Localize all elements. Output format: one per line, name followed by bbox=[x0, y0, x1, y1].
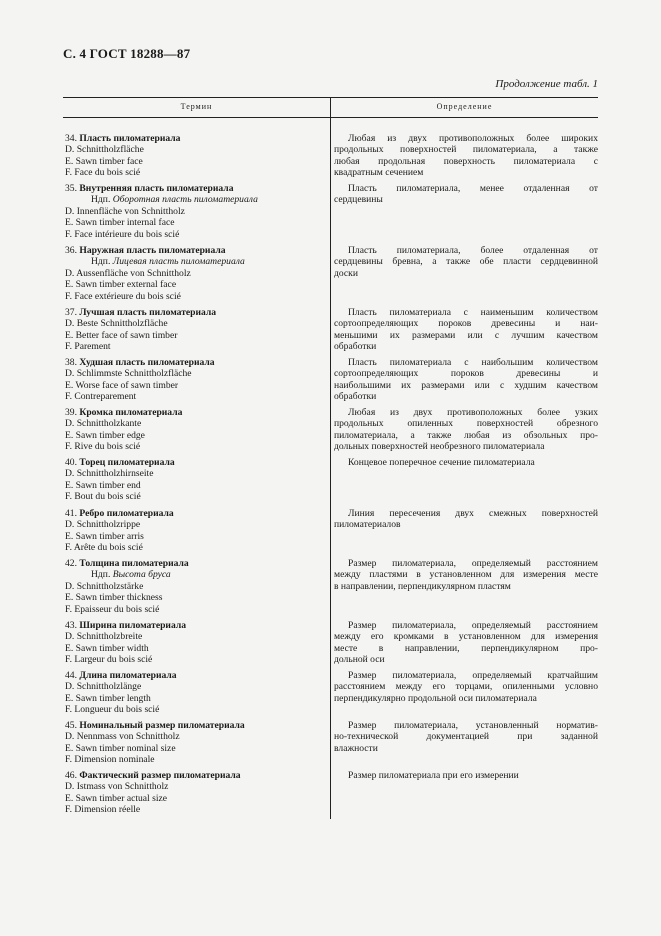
term-translation: E. Worse face of sawn timber bbox=[65, 379, 179, 391]
term-translation: F. Largeur du bois scié bbox=[65, 654, 153, 666]
term-translation: D. Schnittholzkante bbox=[65, 418, 142, 430]
term-name: Внутренняя пласть пиломатериала bbox=[79, 183, 234, 194]
term-translation: D. Schnittholzrippe bbox=[65, 519, 141, 531]
term-translation: E. Sawn timber end bbox=[65, 479, 141, 491]
term-translation: D. Beste Schnittholzfläche bbox=[65, 318, 168, 330]
term-translation: E. Sawn timber length bbox=[65, 692, 151, 704]
definition-line: в направлении, перпендикулярном пластям bbox=[334, 580, 511, 592]
definition-line: месте в направлении, перпендикулярном про- bbox=[334, 642, 598, 654]
definition-line: сердцевины bbox=[334, 194, 383, 206]
definition-line: Линия пересечения двух смежных поверхностей bbox=[348, 508, 598, 519]
term-translation: F. Rive du bois scié bbox=[65, 441, 141, 453]
term-translation: E. Better face of sawn timber bbox=[65, 329, 178, 341]
definition-line: но-технической документацией при заданной bbox=[334, 731, 598, 743]
term-entry bbox=[65, 558, 327, 615]
term-title bbox=[65, 508, 327, 519]
term-number: 43. bbox=[65, 620, 80, 631]
term-translation: D. Schlimmste Schnittholzfläche bbox=[65, 368, 192, 380]
term-translation: E. Sawn timber internal face bbox=[65, 217, 175, 229]
definition-line: между его кромками в установленном для измерения bbox=[334, 631, 598, 643]
term-definition bbox=[334, 307, 598, 353]
term-number: 37. bbox=[65, 307, 80, 318]
term-definition bbox=[334, 620, 598, 666]
term-translation: F. Face du bois scié bbox=[65, 167, 141, 179]
definition-line: Размер пиломатериала, определяемый кратчайшим bbox=[348, 670, 598, 681]
term-name: Торец пиломатериала bbox=[79, 457, 175, 468]
term-translation: D. Istmass von Schnittholz bbox=[65, 781, 169, 793]
term-translation: F. Epaisseur du bois scié bbox=[65, 603, 160, 615]
term-name: Кромка пиломатериала bbox=[79, 407, 183, 418]
definition-line: Любая из двух противоположных более узких bbox=[348, 407, 598, 418]
term-name: Ребро пиломатериала bbox=[79, 508, 174, 519]
term-definition bbox=[334, 245, 598, 279]
term-name: Наружная пласть пиломатериала bbox=[79, 245, 226, 256]
definition-line: доски bbox=[334, 267, 358, 279]
term-translation: D. Schnittholzhirnseite bbox=[65, 468, 154, 480]
term-title bbox=[65, 357, 327, 368]
term-number: 38. bbox=[65, 357, 80, 368]
definition-line: меньшими их размерами или с лучшим качеством bbox=[334, 329, 598, 341]
term-translation: F. Dimension réelle bbox=[65, 804, 141, 816]
definition-line: перпендикулярно продольной оси пиломатериала bbox=[334, 692, 537, 704]
definition-line: Размер пиломатериала, установленный норматив- bbox=[348, 720, 598, 731]
term-entry bbox=[65, 457, 327, 503]
term-definition bbox=[334, 770, 598, 781]
definition-line: между пластями в установленном для измерения месте bbox=[334, 569, 598, 581]
term-definition bbox=[334, 670, 598, 704]
definition-line: сердцевины бревна, а также обе пласти сердцевинной bbox=[334, 256, 598, 268]
term-number: 40. bbox=[65, 457, 80, 468]
term-translation: E. Sawn timber external face bbox=[65, 279, 177, 291]
term-number: 42. bbox=[65, 558, 80, 569]
definition-line: сортоопределяющих пороков древесины и наи- bbox=[334, 318, 598, 330]
term-definition bbox=[334, 407, 598, 453]
term-number: 35. bbox=[65, 183, 80, 194]
term-definition bbox=[334, 508, 598, 531]
term-translation: E. Sawn timber nominal size bbox=[65, 742, 176, 754]
column-header-definition: Определение bbox=[436, 102, 493, 111]
term-translation: D. Aussenfläche von Schnittholz bbox=[65, 267, 191, 279]
term-name: Лучшая пласть пиломатериала bbox=[79, 307, 217, 318]
term-name: Длина пиломатериала bbox=[79, 670, 177, 681]
definition-line: продольных поверхностей пиломатериала, а также bbox=[334, 144, 598, 156]
term-name: Худшая пласть пиломатериала bbox=[79, 357, 215, 368]
definition-line: Пласть пиломатериала с наименьшим количеством bbox=[348, 307, 598, 318]
term-entry bbox=[65, 508, 327, 554]
term-name: Номинальный размер пиломатериала bbox=[79, 720, 245, 731]
definition-line: любая продольная поверхность пиломатериала с bbox=[334, 155, 598, 167]
term-translation: D. Schnittholzfläche bbox=[65, 144, 144, 156]
definition-line: Размер пиломатериала, определяемый расстоянием bbox=[348, 558, 598, 569]
definition-line: Любая из двух противоположных более широких bbox=[348, 133, 598, 144]
definition-line: сортоопределяющих пороков древесины и bbox=[334, 368, 598, 380]
term-translation: E. Sawn timber width bbox=[65, 642, 149, 654]
term-number: 34. bbox=[65, 133, 80, 144]
term-translation: F. Bout du bois scié bbox=[65, 491, 141, 503]
terms-table bbox=[63, 97, 598, 819]
term-title bbox=[65, 670, 327, 681]
term-translation: F. Face extérieure du bois scié bbox=[65, 290, 181, 302]
term-title bbox=[65, 620, 327, 631]
term-number: 36. bbox=[65, 245, 80, 256]
term-number: 41. bbox=[65, 508, 80, 519]
term-title bbox=[65, 133, 327, 144]
definition-line: продольных опиленных поверхностей обрезного bbox=[334, 418, 598, 430]
term-deprecated: Ндп. Оборотная пласть пиломатериала bbox=[91, 194, 258, 206]
definition-line: обработки bbox=[334, 341, 377, 353]
term-translation: E. Sawn timber thickness bbox=[65, 592, 163, 604]
definition-line: дольной оси bbox=[334, 654, 385, 666]
term-number: 39. bbox=[65, 407, 80, 418]
definition-line: дольных поверхностей необрезного пиломатериала bbox=[334, 441, 545, 453]
term-name: Пласть пиломатериала bbox=[79, 133, 181, 144]
term-translation: F. Longueur du bois scié bbox=[65, 704, 160, 716]
term-translation: D. Schnittholzbreite bbox=[65, 631, 143, 643]
term-translation: D. Nennmass von Schnittholz bbox=[65, 731, 180, 743]
term-entry bbox=[65, 357, 327, 403]
term-entry bbox=[65, 407, 327, 453]
term-entry bbox=[65, 245, 327, 302]
term-title bbox=[65, 720, 327, 731]
term-translation: D. Innenfläche von Schnittholz bbox=[65, 205, 185, 217]
term-title bbox=[65, 307, 327, 318]
definition-line: Пласть пиломатериала с наибольшим количеством bbox=[348, 357, 598, 368]
term-number: 46. bbox=[65, 770, 80, 781]
term-translation: F. Face intérieure du bois scié bbox=[65, 228, 180, 240]
term-translation: F. Dimension nominale bbox=[65, 754, 155, 766]
definition-line: расстоянием между его торцами, опиленными условно bbox=[334, 681, 598, 693]
term-entry bbox=[65, 307, 327, 353]
definition-line: обработки bbox=[334, 391, 377, 403]
term-deprecated: Ндп. Лицевая пласть пиломатериала bbox=[91, 256, 245, 268]
term-entry bbox=[65, 620, 327, 666]
term-title bbox=[65, 558, 327, 569]
term-title bbox=[65, 407, 327, 418]
term-translation: D. Schnittholzstärke bbox=[65, 580, 144, 592]
term-definition bbox=[334, 457, 598, 468]
definition-line: влажности bbox=[334, 742, 378, 754]
term-name: Толщина пиломатериала bbox=[79, 558, 189, 569]
page-header: С. 4 ГОСТ 18288—87 bbox=[63, 46, 191, 61]
term-entry bbox=[65, 183, 327, 240]
term-definition bbox=[334, 133, 598, 179]
term-number: 44. bbox=[65, 670, 80, 681]
term-title bbox=[65, 457, 327, 468]
definition-line: пиломатериала, а также любая из обзольных про- bbox=[334, 429, 598, 441]
definition-line: Концевое поперечное сечение пиломатериала bbox=[348, 457, 535, 468]
term-definition bbox=[334, 183, 598, 206]
definition-line: Пласть пиломатериала, более отдаленная от bbox=[348, 245, 598, 256]
term-name: Ширина пиломатериала bbox=[79, 620, 187, 631]
term-definition bbox=[334, 558, 598, 592]
term-entry bbox=[65, 670, 327, 716]
term-translation: E. Sawn timber actual size bbox=[65, 792, 168, 804]
term-translation: E. Sawn timber face bbox=[65, 155, 143, 167]
term-name: Фактический размер пиломатериала bbox=[79, 770, 241, 781]
term-translation: D. Schnittholzlänge bbox=[65, 681, 142, 693]
term-translation: E. Sawn timber arris bbox=[65, 530, 144, 542]
definition-line: Размер пиломатериала, определяемый расстоянием bbox=[348, 620, 598, 631]
term-entry bbox=[65, 720, 327, 766]
definition-line: пиломатериалов bbox=[334, 519, 401, 531]
term-title bbox=[65, 770, 327, 781]
column-divider bbox=[330, 97, 331, 819]
term-title bbox=[65, 245, 327, 256]
term-translation: F. Parement bbox=[65, 341, 111, 353]
term-definition bbox=[334, 720, 598, 754]
definition-line: Пласть пиломатериала, менее отдаленная от bbox=[348, 183, 598, 194]
term-translation: F. Contreparement bbox=[65, 391, 137, 403]
definition-line: наибольшими их размерами или с худшим качеством bbox=[334, 379, 598, 391]
column-header-terms: Термин bbox=[180, 102, 213, 111]
term-number: 45. bbox=[65, 720, 80, 731]
definition-line: квадратным сечением bbox=[334, 167, 424, 179]
continuation-label: Продолжение табл. 1 bbox=[495, 78, 598, 90]
term-translation: F. Arête du bois scié bbox=[65, 542, 143, 554]
term-deprecated: Ндп. Высота бруса bbox=[91, 569, 171, 581]
term-title bbox=[65, 183, 327, 194]
term-entry bbox=[65, 133, 327, 179]
term-translation: E. Sawn timber edge bbox=[65, 429, 145, 441]
term-entry bbox=[65, 770, 327, 816]
term-definition bbox=[334, 357, 598, 403]
definition-line: Размер пиломатериала при его измерении bbox=[348, 770, 519, 781]
